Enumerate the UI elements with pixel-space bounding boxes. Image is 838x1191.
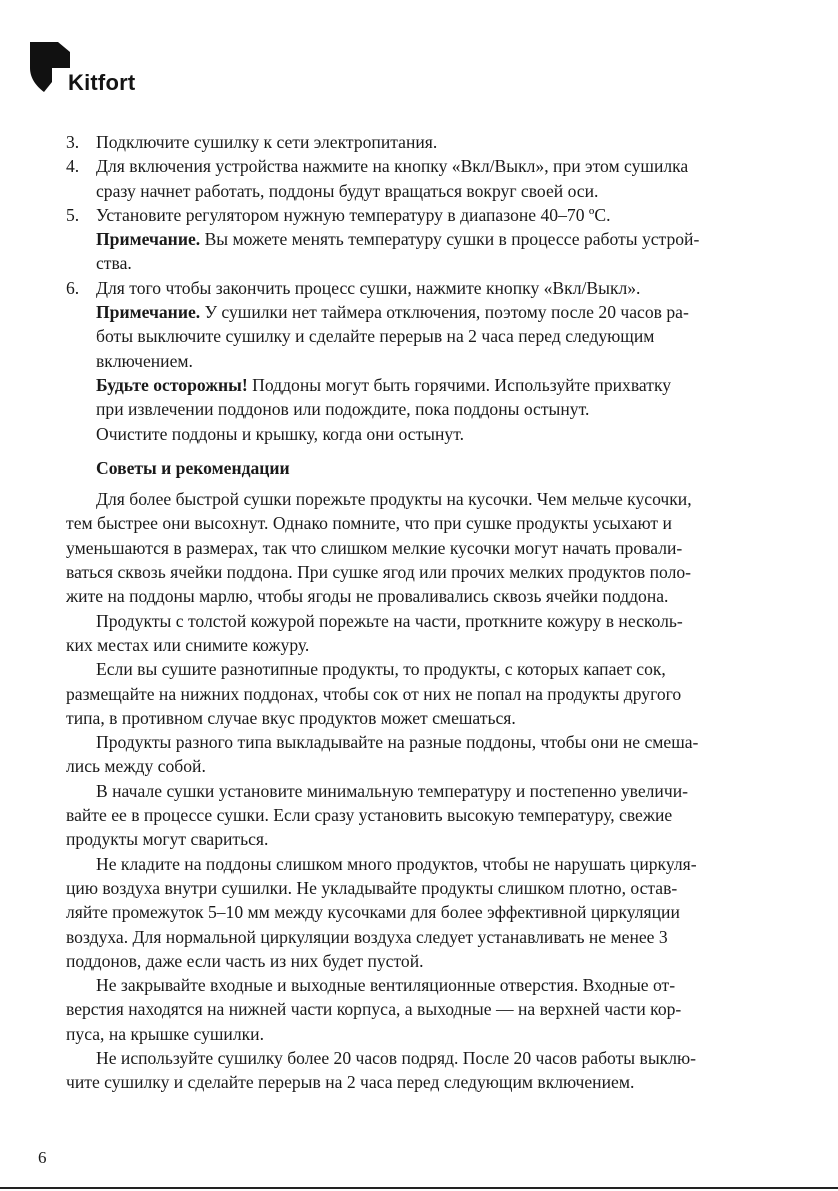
paragraph-line: Для более быстрой сушки порежьте продукты на кусочки. Чем мельче кусочки, bbox=[96, 489, 692, 510]
paragraph-line: Не закрывайте входные и выходные вентиляционные отверстия. Входные от- bbox=[96, 975, 676, 996]
page-bottom-rule bbox=[0, 1187, 838, 1189]
paragraph-line: верстия находятся на нижней части корпуса, а выходные — на верхней части кор- bbox=[66, 999, 682, 1020]
paragraph-line: пуса, на крышке сушилки. bbox=[66, 1023, 264, 1044]
step-number: 5. bbox=[66, 204, 80, 225]
paragraph-line: тем быстрее они высохнут. Однако помните, что при сушке продукты усыхают и bbox=[66, 513, 672, 534]
paragraph bbox=[66, 852, 776, 973]
step-text: Подключите сушилку к сети электропитания. bbox=[96, 132, 438, 152]
section-title: Советы и рекомендации bbox=[96, 457, 290, 478]
kitfort-logo-mark-icon bbox=[30, 42, 70, 92]
paragraph-line: В начале сушки установите минимальную температуру и постепенно увеличи- bbox=[96, 780, 688, 801]
note-label: Примечание. bbox=[96, 229, 201, 250]
step-number: 3. bbox=[66, 132, 80, 152]
note-text: включением. bbox=[96, 350, 193, 371]
paragraph-line: Не кладите на поддоны слишком много продуктов, чтобы не нарушать циркуля- bbox=[96, 853, 697, 874]
warning-text: при извлечении поддонов или подождите, пока поддоны остынут. bbox=[96, 399, 590, 420]
step-number: 4. bbox=[66, 156, 80, 177]
paragraph-line: Продукты разного типа выкладывайте на разные поддоны, чтобы они не смеша- bbox=[96, 732, 699, 753]
step-item bbox=[66, 203, 776, 227]
paragraph-line: ляйте промежуток 5–10 мм между кусочками для более эффективной циркуляции bbox=[66, 902, 680, 923]
paragraph-line: вайте ее в процессе сушки. Если сразу установить высокую температуру, свежие bbox=[66, 805, 673, 826]
brand-name: Kitfort bbox=[68, 70, 136, 95]
paragraph bbox=[66, 609, 776, 658]
step-text: Установите регулятором нужную температуру в диапазоне 40–70 ºС. bbox=[96, 204, 611, 225]
step-text: сразу начнет работать, поддоны будут вращаться вокруг своей оси. bbox=[96, 180, 599, 201]
warning-text: Поддоны могут быть горячими. Используйте прихватку bbox=[247, 374, 672, 395]
paragraph bbox=[66, 730, 776, 779]
warning-line bbox=[66, 373, 776, 397]
note-line bbox=[66, 300, 776, 324]
paragraph-line: поддонов, даже если часть из них будет пустой. bbox=[66, 950, 424, 971]
paragraph bbox=[66, 1046, 776, 1095]
paragraph-line: Продукты с толстой кожурой порежьте на части, проткните кожуру в несколь- bbox=[96, 610, 683, 631]
paragraph-line: уменьшаются в размерах, так что слишком мелкие кусочки могут начать провали- bbox=[66, 537, 683, 558]
step-number: 6. bbox=[66, 277, 80, 298]
step-item bbox=[66, 276, 776, 300]
paragraph-line: Если вы сушите разнотипные продукты, то продукты, с которых капает сок, bbox=[96, 659, 666, 680]
manual-content bbox=[66, 130, 776, 1095]
paragraph bbox=[66, 973, 776, 1046]
paragraph-line: чите сушилку и сделайте перерыв на 2 часа перед следующим включением. bbox=[66, 1072, 635, 1093]
paragraph bbox=[66, 487, 776, 608]
note-label: Примечание. bbox=[96, 302, 201, 323]
step-text: Для того чтобы закончить процесс сушки, нажмите кнопку «Вкл/Выкл». bbox=[96, 277, 641, 298]
paragraph-line: цию воздуха внутри сушилки. Не укладывайте продукты слишком плотно, остав- bbox=[66, 877, 678, 898]
note-text: Вы можете менять температуру сушки в процессе работы устрой- bbox=[200, 229, 700, 250]
paragraph-line: лись между собой. bbox=[66, 756, 206, 777]
paragraph-line: ких местах или снимите кожуру. bbox=[66, 634, 310, 655]
note-line bbox=[66, 227, 776, 251]
paragraph-line: типа, в противном случае вкус продуктов может смешаться. bbox=[66, 707, 516, 728]
paragraph-line: продукты могут свариться. bbox=[66, 829, 269, 850]
cleaning-note: Очистите поддоны и крышку, когда они остынут. bbox=[96, 423, 464, 444]
step-text: Для включения устройства нажмите на кнопку «Вкл/Выкл», при этом сушилка bbox=[96, 156, 689, 177]
step-item bbox=[66, 154, 776, 178]
paragraph bbox=[66, 779, 776, 852]
paragraph-line: ваться сквозь ячейки поддона. При сушке ягод или прочих мелких продуктов поло- bbox=[66, 562, 692, 583]
paragraph-line: размещайте на нижних поддонах, чтобы сок от них не попал на продукты другого bbox=[66, 683, 682, 704]
page-number: 6 bbox=[38, 1148, 47, 1167]
warning-label: Будьте осторожны! bbox=[96, 374, 248, 395]
paragraph-line: воздуха. Для нормальной циркуляции воздуха следует устанавливать не менее 3 bbox=[66, 926, 668, 947]
note-text: боты выключите сушилку и сделайте перерыв на 2 часа перед следующим bbox=[96, 326, 655, 347]
note-text: ства. bbox=[96, 253, 132, 274]
paragraph bbox=[66, 657, 776, 730]
paragraph-line: Не используйте сушилку более 20 часов подряд. После 20 часов работы выклю- bbox=[96, 1047, 696, 1068]
note-text: У сушилки нет таймера отключения, поэтому после 20 часов ра- bbox=[200, 302, 689, 323]
paragraph-line: жите на поддоны марлю, чтобы ягоды не проваливались сквозь ячейки поддона. bbox=[66, 586, 669, 607]
step-item bbox=[66, 130, 776, 154]
